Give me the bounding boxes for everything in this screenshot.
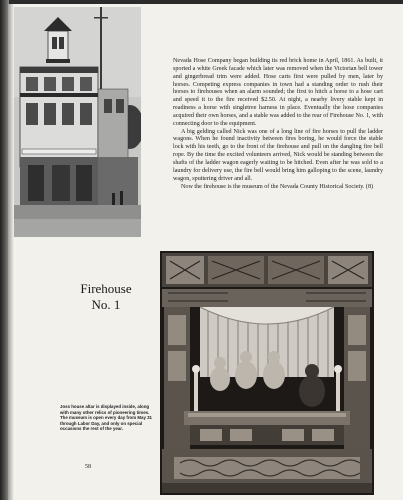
altar-illustration (160, 251, 374, 495)
title-line-2: No. 1 (91, 297, 121, 312)
photo-caption: Joss house altar is displayed inside, along with many other relics of pioneering times. The museum is open every day from May 31 through Labor Day, and only on special occasions the rest of the year. (60, 404, 152, 432)
article-paragraph: Nevada Hose Company began building its red brick home in April, 1861. As built, it sported a white Greek facade which later was removed when the Victorian bell tower and gingerbread trim were added. Hose carts first were pulled by men, later by horses. Competing express companies in town had a standing order to rush their horses to firehouses when an alarm sounded; the first to hitch a horse to a hose cart and speed it to the fire received $2.50. At night, a nearby livery stable kept in readiness a horse with singletree harness in place. Eventually the hose companies acquired their own horses, and a stable was added to the rear of Firehouse No. 1, with connecting door to the equipment. (173, 58, 383, 127)
firehouse-photo (14, 7, 141, 237)
firehouse-illustration (14, 7, 141, 237)
page-number: 58 (85, 464, 91, 470)
article-text (173, 58, 383, 191)
article-paragraph: A big gelding called Nick was one of a long line of fire horses to pull the ladder wagons. When he found inactivity between fires boring, he would force the stable lock with his teeth, go to the front of the firehouse and pull on the dangling fire bell rope. By the time the excited volunteers arrived, Nick would be standing between the shafts of the ladder wagon eagerly waiting to be hitched. Even after he was sold to a laundry for delivery use, the fire bell would bring him galloping to the scene, laundry wagon, sputtering driver and all. (173, 128, 383, 182)
article-title (56, 281, 156, 313)
joss-house-altar-photo (160, 251, 374, 495)
title-line-1: Firehouse (80, 281, 132, 296)
article-paragraph: Now the firehouse is the museum of the Nevada County Historical Society. (8) (181, 183, 374, 190)
